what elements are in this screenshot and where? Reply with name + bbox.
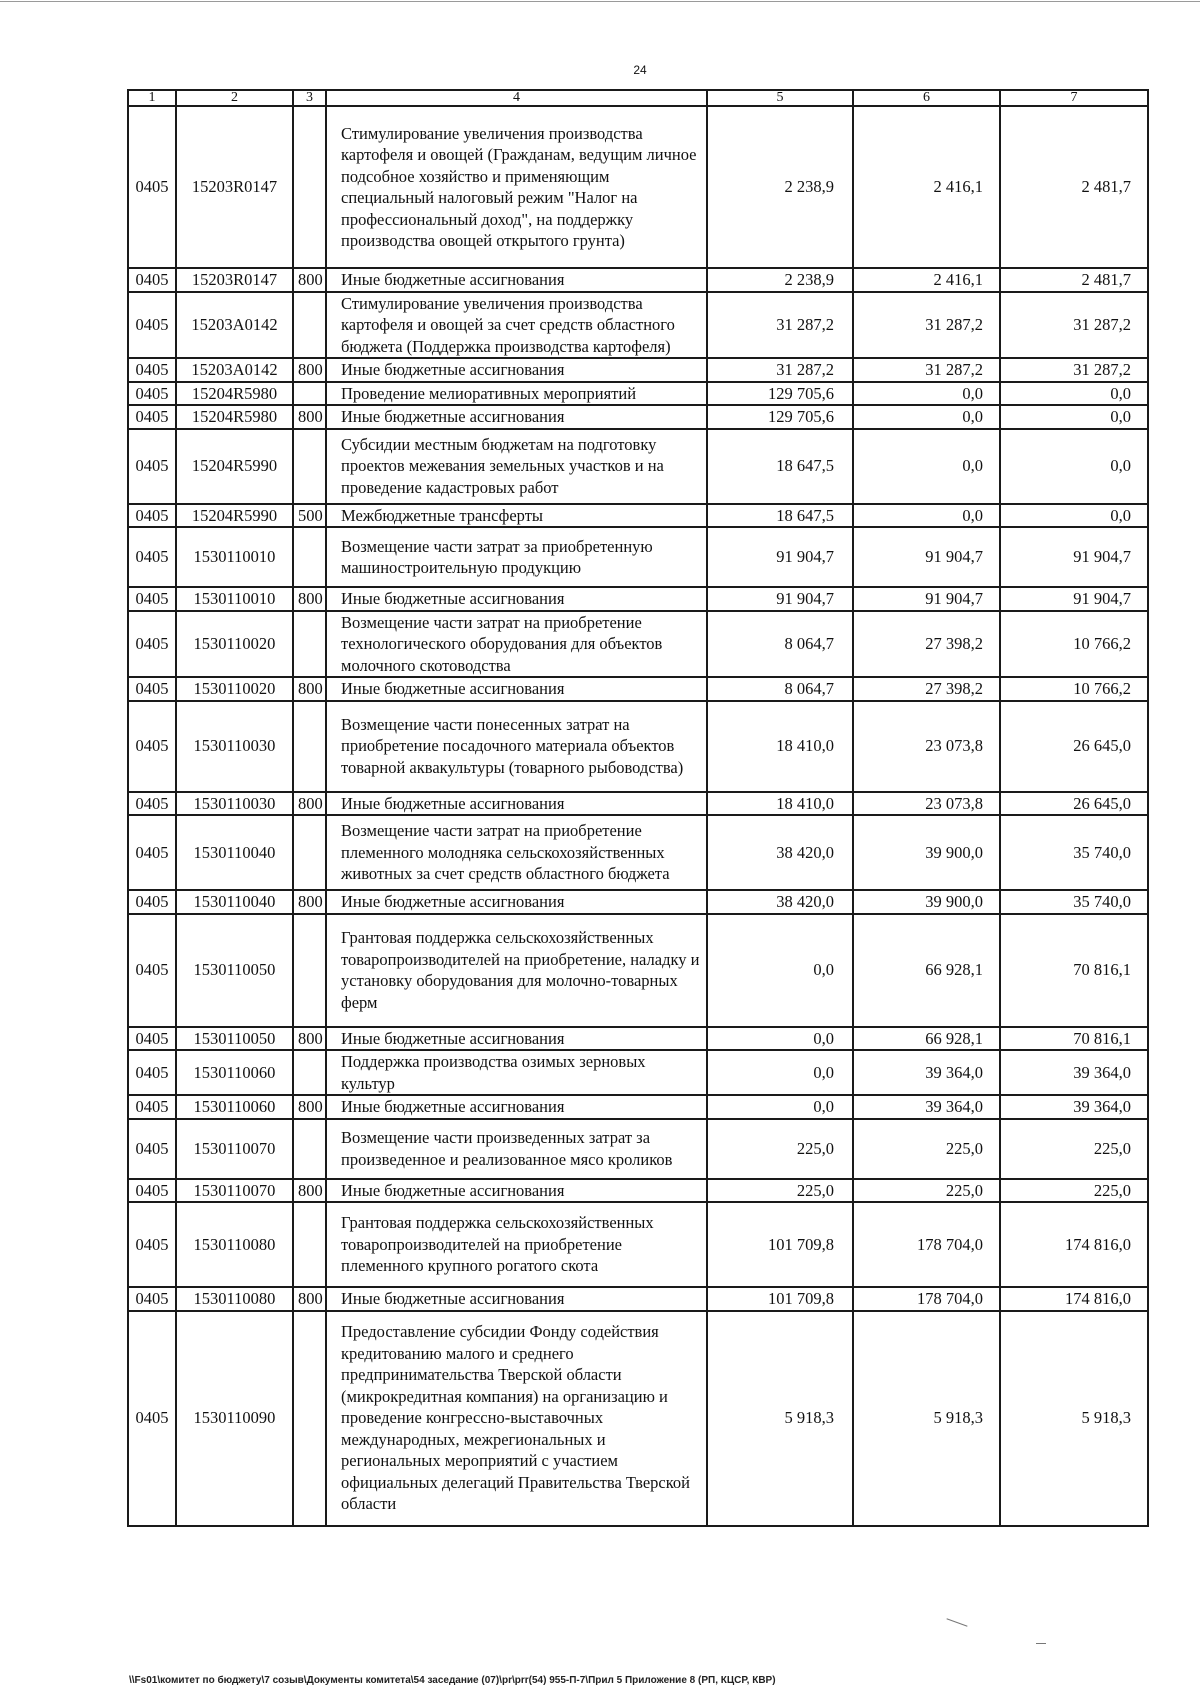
expense-type-code: 800 (293, 358, 326, 382)
amount-2023: 18 410,0 (707, 701, 853, 792)
expense-type-code (293, 1050, 326, 1095)
amount-2025: 10 766,2 (1000, 611, 1148, 678)
budget-table (127, 89, 1149, 1527)
amount-2024: 225,0 (853, 1179, 1000, 1203)
expense-type-code: 800 (293, 1027, 326, 1051)
amount-2024: 0,0 (853, 429, 1000, 504)
table-body (128, 90, 1148, 1526)
table-row (128, 268, 1148, 292)
item-description: Иные бюджетные ассигнования (326, 1095, 707, 1119)
table-row (128, 292, 1148, 359)
amount-2023: 8 064,7 (707, 677, 853, 701)
item-description: Иные бюджетные ассигнования (326, 677, 707, 701)
section-code: 0405 (128, 1050, 176, 1095)
amount-2025: 26 645,0 (1000, 701, 1148, 792)
expense-type-code: 800 (293, 1287, 326, 1311)
target-article-code: 1530110040 (176, 815, 293, 890)
table-row (128, 504, 1148, 528)
item-description: Возмещение части понесенных затрат на приобретение посадочного материала объектов товарной аквакультуры (товарного рыбоводства) (326, 701, 707, 792)
amount-2025: 0,0 (1000, 382, 1148, 406)
target-article-code: 1530110080 (176, 1202, 293, 1287)
amount-2023: 18 647,5 (707, 429, 853, 504)
scan-mark (946, 1618, 967, 1626)
column-header: 3 (293, 90, 326, 106)
section-code: 0405 (128, 677, 176, 701)
target-article-code: 1530110050 (176, 1027, 293, 1051)
column-header: 2 (176, 90, 293, 106)
table-row (128, 405, 1148, 429)
section-code: 0405 (128, 268, 176, 292)
expense-type-code: 800 (293, 405, 326, 429)
expense-type-code: 800 (293, 677, 326, 701)
target-article-code: 15203A0142 (176, 358, 293, 382)
amount-2024: 31 287,2 (853, 292, 1000, 359)
amount-2025: 31 287,2 (1000, 292, 1148, 359)
section-code: 0405 (128, 1202, 176, 1287)
expense-type-code (293, 292, 326, 359)
amount-2023: 91 904,7 (707, 587, 853, 611)
section-code: 0405 (128, 1179, 176, 1203)
column-header: 4 (326, 90, 707, 106)
amount-2024: 39 900,0 (853, 815, 1000, 890)
amount-2023: 91 904,7 (707, 527, 853, 587)
amount-2024: 66 928,1 (853, 1027, 1000, 1051)
expense-type-code (293, 815, 326, 890)
amount-2023: 18 410,0 (707, 792, 853, 816)
amount-2024: 5 918,3 (853, 1311, 1000, 1526)
amount-2023: 2 238,9 (707, 268, 853, 292)
target-article-code: 15204R5980 (176, 382, 293, 406)
section-code: 0405 (128, 504, 176, 528)
amount-2025: 35 740,0 (1000, 890, 1148, 914)
target-article-code: 1530110070 (176, 1119, 293, 1179)
expense-type-code: 800 (293, 1179, 326, 1203)
item-description: Иные бюджетные ассигнования (326, 1027, 707, 1051)
item-description: Иные бюджетные ассигнования (326, 405, 707, 429)
section-code: 0405 (128, 1287, 176, 1311)
amount-2024: 66 928,1 (853, 914, 1000, 1027)
item-description: Межбюджетные трансферты (326, 504, 707, 528)
amount-2023: 225,0 (707, 1179, 853, 1203)
item-description: Субсидии местным бюджетам на подготовку проектов межевания земельных участков и на проведение кадастровых работ (326, 429, 707, 504)
amount-2025: 70 816,1 (1000, 914, 1148, 1027)
amount-2023: 2 238,9 (707, 106, 853, 268)
item-description: Поддержка производства озимых зерновых культур (326, 1050, 707, 1095)
amount-2024: 39 364,0 (853, 1050, 1000, 1095)
section-code: 0405 (128, 701, 176, 792)
section-code: 0405 (128, 1311, 176, 1526)
amount-2025: 35 740,0 (1000, 815, 1148, 890)
column-header: 1 (128, 90, 176, 106)
target-article-code: 1530110060 (176, 1095, 293, 1119)
amount-2025: 225,0 (1000, 1179, 1148, 1203)
amount-2023: 101 709,8 (707, 1287, 853, 1311)
amount-2024: 0,0 (853, 382, 1000, 406)
target-article-code: 1530110030 (176, 792, 293, 816)
item-description: Предоставление субсидии Фонду содействия кредитованию малого и среднего предпринимательства Тверской области (микрокредитная компания) на организацию и проведение конгрессно-выставочных международных, межрегиональных и региональных мероприятий с участием официальных делегаций Правительства Тверской области (326, 1311, 707, 1526)
amount-2025: 91 904,7 (1000, 587, 1148, 611)
target-article-code: 15204R5980 (176, 405, 293, 429)
amount-2023: 0,0 (707, 1095, 853, 1119)
item-description: Иные бюджетные ассигнования (326, 358, 707, 382)
item-description: Грантовая поддержка сельскохозяйственных товаропроизводителей на приобретение племенного крупного рогатого скота (326, 1202, 707, 1287)
table-row (128, 1119, 1148, 1179)
amount-2023: 31 287,2 (707, 292, 853, 359)
table-row (128, 527, 1148, 587)
section-code: 0405 (128, 382, 176, 406)
expense-type-code: 800 (293, 792, 326, 816)
item-description: Стимулирование увеличения производства картофеля и овощей (Гражданам, ведущим личное подсобное хозяйство и применяющим специальный налоговый режим "Налог на профессиональный доход", на поддержку производства овощей открытого грунта) (326, 106, 707, 268)
amount-2023: 101 709,8 (707, 1202, 853, 1287)
amount-2023: 5 918,3 (707, 1311, 853, 1526)
item-description: Иные бюджетные ассигнования (326, 268, 707, 292)
item-description: Грантовая поддержка сельскохозяйственных товаропроизводителей на приобретение, наладку и установку оборудования для молочно-товарных ферм (326, 914, 707, 1027)
item-description: Возмещение части затрат на приобретение технологического оборудования для объектов молочного скотоводства (326, 611, 707, 678)
target-article-code: 1530110010 (176, 527, 293, 587)
table-header-row (128, 90, 1148, 106)
section-code: 0405 (128, 611, 176, 678)
amount-2025: 91 904,7 (1000, 527, 1148, 587)
item-description: Иные бюджетные ассигнования (326, 792, 707, 816)
amount-2024: 91 904,7 (853, 527, 1000, 587)
expense-type-code: 500 (293, 504, 326, 528)
amount-2025: 0,0 (1000, 429, 1148, 504)
table-row (128, 914, 1148, 1027)
target-article-code: 1530110020 (176, 611, 293, 678)
section-code: 0405 (128, 890, 176, 914)
expense-type-code: 800 (293, 587, 326, 611)
amount-2024: 2 416,1 (853, 268, 1000, 292)
amount-2023: 18 647,5 (707, 504, 853, 528)
amount-2025: 225,0 (1000, 1119, 1148, 1179)
expense-type-code (293, 429, 326, 504)
expense-type-code: 800 (293, 890, 326, 914)
page-number: 24 (633, 63, 647, 77)
section-code: 0405 (128, 1095, 176, 1119)
amount-2024: 23 073,8 (853, 792, 1000, 816)
target-article-code: 15203R0147 (176, 106, 293, 268)
section-code: 0405 (128, 587, 176, 611)
expense-type-code (293, 1311, 326, 1526)
table-row (128, 1311, 1148, 1526)
target-article-code: 15203A0142 (176, 292, 293, 359)
table-row (128, 611, 1148, 678)
amount-2023: 38 420,0 (707, 890, 853, 914)
item-description: Стимулирование увеличения производства картофеля и овощей за счет средств областного бюджета (Поддержка производства картофеля) (326, 292, 707, 359)
page-top-border (0, 1, 1200, 2)
target-article-code: 1530110090 (176, 1311, 293, 1526)
column-header: 6 (853, 90, 1000, 106)
expense-type-code (293, 611, 326, 678)
amount-2024: 27 398,2 (853, 677, 1000, 701)
expense-type-code (293, 527, 326, 587)
scan-mark (1036, 1643, 1046, 1644)
section-code: 0405 (128, 815, 176, 890)
table-row (128, 890, 1148, 914)
item-description: Возмещение части затрат за приобретенную машиностроительную продукцию (326, 527, 707, 587)
table-row (128, 358, 1148, 382)
amount-2024: 178 704,0 (853, 1202, 1000, 1287)
amount-2024: 91 904,7 (853, 587, 1000, 611)
table-row (128, 106, 1148, 268)
table-row (128, 1179, 1148, 1203)
section-code: 0405 (128, 429, 176, 504)
item-description: Иные бюджетные ассигнования (326, 587, 707, 611)
expense-type-code (293, 914, 326, 1027)
section-code: 0405 (128, 405, 176, 429)
amount-2025: 39 364,0 (1000, 1095, 1148, 1119)
file-path-footer: \\Fs01\комитет по бюджету\7 созыв\Документы комитета\54 заседание (07)\pr\prr(54) 955-П-7\Прил 5 Приложение 8 (РП, КЦСР, КВР) (129, 1675, 776, 1686)
target-article-code: 15203R0147 (176, 268, 293, 292)
amount-2024: 39 364,0 (853, 1095, 1000, 1119)
amount-2024: 225,0 (853, 1119, 1000, 1179)
column-header: 7 (1000, 90, 1148, 106)
amount-2023: 0,0 (707, 914, 853, 1027)
section-code: 0405 (128, 792, 176, 816)
target-article-code: 1530110010 (176, 587, 293, 611)
amount-2024: 0,0 (853, 504, 1000, 528)
table-row (128, 815, 1148, 890)
target-article-code: 15204R5990 (176, 504, 293, 528)
amount-2024: 2 416,1 (853, 106, 1000, 268)
target-article-code: 1530110050 (176, 914, 293, 1027)
amount-2023: 225,0 (707, 1119, 853, 1179)
amount-2025: 174 816,0 (1000, 1202, 1148, 1287)
item-description: Иные бюджетные ассигнования (326, 890, 707, 914)
expense-type-code: 800 (293, 1095, 326, 1119)
amount-2025: 31 287,2 (1000, 358, 1148, 382)
target-article-code: 1530110070 (176, 1179, 293, 1203)
table-row (128, 1027, 1148, 1051)
table-row (128, 1202, 1148, 1287)
amount-2023: 0,0 (707, 1050, 853, 1095)
expense-type-code (293, 106, 326, 268)
table-row (128, 1050, 1148, 1095)
amount-2025: 0,0 (1000, 405, 1148, 429)
amount-2023: 31 287,2 (707, 358, 853, 382)
amount-2025: 5 918,3 (1000, 1311, 1148, 1526)
section-code: 0405 (128, 358, 176, 382)
table-row (128, 587, 1148, 611)
amount-2023: 8 064,7 (707, 611, 853, 678)
item-description: Возмещение части произведенных затрат за произведенное и реализованное мясо кроликов (326, 1119, 707, 1179)
table-row (128, 792, 1148, 816)
expense-type-code (293, 382, 326, 406)
amount-2024: 0,0 (853, 405, 1000, 429)
section-code: 0405 (128, 292, 176, 359)
amount-2025: 0,0 (1000, 504, 1148, 528)
expense-type-code (293, 1119, 326, 1179)
amount-2025: 70 816,1 (1000, 1027, 1148, 1051)
table-row (128, 429, 1148, 504)
amount-2025: 2 481,7 (1000, 106, 1148, 268)
table-row (128, 701, 1148, 792)
section-code: 0405 (128, 1027, 176, 1051)
expense-type-code (293, 701, 326, 792)
amount-2023: 129 705,6 (707, 405, 853, 429)
table-row (128, 382, 1148, 406)
target-article-code: 1530110080 (176, 1287, 293, 1311)
amount-2024: 178 704,0 (853, 1287, 1000, 1311)
amount-2024: 31 287,2 (853, 358, 1000, 382)
amount-2024: 39 900,0 (853, 890, 1000, 914)
section-code: 0405 (128, 1119, 176, 1179)
amount-2023: 0,0 (707, 1027, 853, 1051)
expense-type-code: 800 (293, 268, 326, 292)
amount-2025: 2 481,7 (1000, 268, 1148, 292)
amount-2023: 38 420,0 (707, 815, 853, 890)
item-description: Проведение мелиоративных мероприятий (326, 382, 707, 406)
item-description: Иные бюджетные ассигнования (326, 1179, 707, 1203)
amount-2025: 26 645,0 (1000, 792, 1148, 816)
section-code: 0405 (128, 527, 176, 587)
amount-2025: 174 816,0 (1000, 1287, 1148, 1311)
target-article-code: 1530110060 (176, 1050, 293, 1095)
amount-2025: 10 766,2 (1000, 677, 1148, 701)
amount-2024: 23 073,8 (853, 701, 1000, 792)
item-description: Возмещение части затрат на приобретение племенного молодняка сельскохозяйственных животных за счет средств областного бюджета (326, 815, 707, 890)
table-row (128, 1287, 1148, 1311)
target-article-code: 1530110030 (176, 701, 293, 792)
section-code: 0405 (128, 106, 176, 268)
table-row (128, 677, 1148, 701)
amount-2025: 39 364,0 (1000, 1050, 1148, 1095)
expense-type-code (293, 1202, 326, 1287)
item-description: Иные бюджетные ассигнования (326, 1287, 707, 1311)
section-code: 0405 (128, 914, 176, 1027)
amount-2023: 129 705,6 (707, 382, 853, 406)
target-article-code: 1530110040 (176, 890, 293, 914)
amount-2024: 27 398,2 (853, 611, 1000, 678)
table-row (128, 1095, 1148, 1119)
column-header: 5 (707, 90, 853, 106)
target-article-code: 1530110020 (176, 677, 293, 701)
target-article-code: 15204R5990 (176, 429, 293, 504)
